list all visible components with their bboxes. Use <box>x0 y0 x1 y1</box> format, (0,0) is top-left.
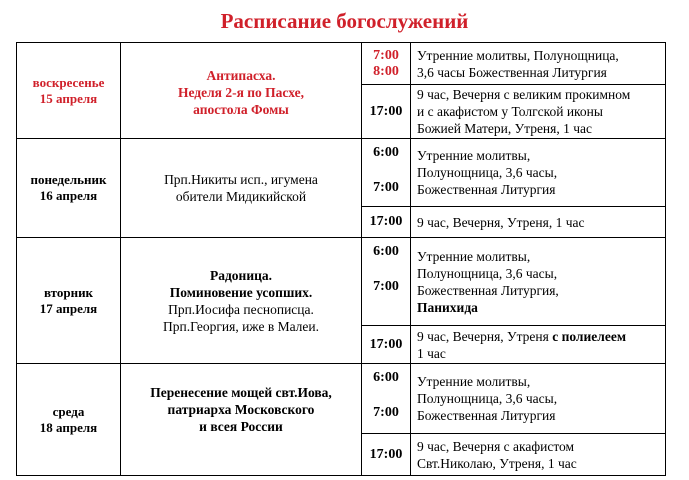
service-time: 6:00 <box>373 370 399 385</box>
feast-line: Поминовение усопших. <box>169 284 313 300</box>
schedule-table <box>16 42 666 476</box>
feast-line: Прп.Георгия, иже в Малеи. <box>162 318 320 334</box>
service-line: Божественная Литургия <box>417 408 556 423</box>
day-cell <box>17 139 121 238</box>
day-cell <box>17 238 121 364</box>
time-cell <box>362 85 411 139</box>
day-date: 15 апреля <box>39 90 98 106</box>
feast-line: апостола Фомы <box>193 102 289 117</box>
service-line: Божественная Литургия <box>417 182 556 197</box>
day-date: 16 апреля <box>39 188 98 203</box>
service-line: Утренние молитвы, <box>417 374 531 389</box>
service-line-wrap <box>417 328 665 345</box>
service-cell <box>411 85 666 139</box>
service-cell <box>411 238 666 326</box>
feast-line: Прп.Иосифа песнописца. <box>168 301 314 317</box>
service-cell <box>411 207 666 238</box>
service-cell <box>411 43 666 85</box>
feast-line: Неделя 2-я по Пасхе, <box>177 85 305 100</box>
feast-line: Прп.Никиты исп., игумена <box>164 172 318 187</box>
feast-cell <box>121 139 362 238</box>
service-line: 9 час, Вечерня с акафистом <box>417 438 575 454</box>
service-line: Свт.Николаю, Утреня, 1 час <box>417 455 577 471</box>
service-cell <box>411 139 666 207</box>
service-line: Божественная Литургия, <box>417 282 559 298</box>
service-time: 7:00 <box>373 279 399 294</box>
page-title: Расписание богослужений <box>220 9 469 33</box>
day-cell <box>17 43 121 139</box>
service-line-bold: с полиелеем <box>552 328 627 344</box>
day-name: воскресенье <box>32 74 105 90</box>
feast-line: Перенесение мощей свт.Иова, <box>150 385 332 400</box>
service-time: 17:00 <box>369 336 403 352</box>
service-time: 6:00 <box>373 244 399 259</box>
service-line: 1 час <box>417 345 446 361</box>
feast-line: патриарха Московского <box>167 402 315 417</box>
feast-cell <box>121 364 362 476</box>
service-line: Полунощница, 3,6 часы, <box>417 391 558 406</box>
service-line: Божией Матери, Утреня, 1 час <box>417 121 593 136</box>
time-cell <box>362 364 411 434</box>
table-row <box>17 364 666 434</box>
feast-line: Радоница. <box>209 267 273 283</box>
service-cell <box>411 434 666 476</box>
service-line: Полунощница, 3,6 часы, <box>417 265 558 281</box>
service-line: и с акафистом у Толгской иконы <box>417 104 603 119</box>
service-line: Утренние молитвы, <box>417 148 531 163</box>
day-name: среда <box>52 403 85 419</box>
service-time: 6:00 <box>373 145 399 160</box>
day-date: 18 апреля <box>39 419 98 435</box>
day-name: понедельник <box>30 172 107 187</box>
service-time: 7:00 <box>373 180 399 195</box>
service-time: 7:00 <box>373 47 399 63</box>
table-row <box>17 139 666 207</box>
time-cell <box>362 207 411 238</box>
service-time: 17:00 <box>369 446 403 462</box>
feast-line: Антипасха. <box>206 68 276 83</box>
service-line: Полунощница, 3,6 часы, <box>417 165 558 180</box>
time-cell <box>362 238 411 326</box>
day-cell <box>17 364 121 476</box>
service-line: Утренние молитвы, <box>417 248 531 264</box>
table-row <box>17 238 666 326</box>
feast-cell <box>121 43 362 139</box>
service-time: 8:00 <box>373 63 399 79</box>
feast-line: обители Мидикийской <box>175 189 307 204</box>
service-line: 9 час, Вечерня, Утреня <box>417 328 549 344</box>
service-line: Панихида <box>417 299 478 315</box>
time-cell <box>362 139 411 207</box>
time-cell <box>362 434 411 476</box>
time-cell <box>362 326 411 364</box>
feast-line: и всея России <box>199 419 283 434</box>
service-time: 7:00 <box>373 405 399 420</box>
day-name: вторник <box>43 284 94 300</box>
service-line: Утренние молитвы, Полунощница, <box>417 47 619 63</box>
service-line: 9 час, Вечерня, Утреня, 1 час <box>417 214 585 230</box>
feast-cell <box>121 238 362 364</box>
time-cell <box>362 43 411 85</box>
day-date: 17 апреля <box>39 300 98 316</box>
service-line: 3,6 часы Божественная Литургия <box>417 64 607 80</box>
service-line: 9 час, Вечерня с великим прокимном <box>417 87 631 102</box>
service-cell <box>411 364 666 434</box>
service-time: 17:00 <box>369 103 403 119</box>
service-time: 17:00 <box>369 214 403 229</box>
table-row <box>17 43 666 85</box>
service-cell <box>411 326 666 364</box>
